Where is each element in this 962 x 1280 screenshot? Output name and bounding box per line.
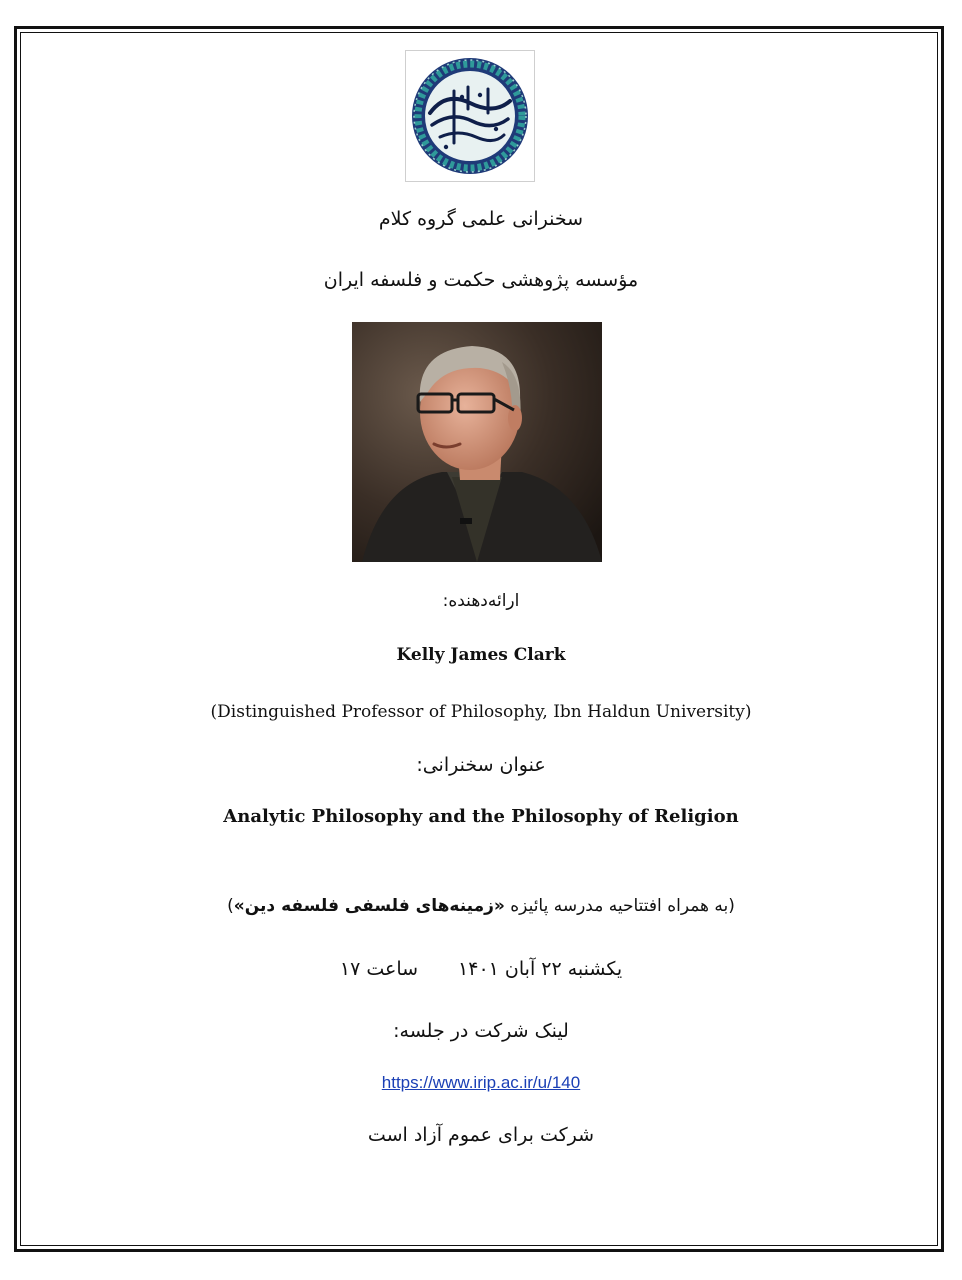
speaker-photo: [352, 322, 602, 562]
autumn-school-title: «زمینه‌های فلسفی فلسفه دین»: [233, 896, 505, 916]
join-link[interactable]: https://www.irip.ac.ir/u/140: [381, 1073, 581, 1092]
join-link-label: لینک شرکت در جلسه:: [393, 1020, 569, 1042]
autumn-school-note-suffix: ): [227, 896, 234, 916]
autumn-school-note-prefix: (به همراه افتتاحیه مدرسه پائیزه: [504, 896, 735, 916]
lecture-title: Analytic Philosophy and the Philosophy of Religion: [223, 806, 739, 827]
institute-seal-logo: [406, 51, 534, 181]
public-access-note: شرکت برای عموم آزاد است: [367, 1124, 595, 1146]
join-link-row: [0, 1073, 962, 1093]
speaker-name: Kelly James Clark: [396, 645, 566, 665]
lecture-title-label: عنوان سخنرانی:: [416, 754, 546, 776]
presenter-label: ارائه‌دهنده:: [442, 591, 520, 611]
institute-name: مؤسسه پژوهشی حکمت و فلسفه ایران: [323, 269, 639, 291]
speaker-affiliation: (Distinguished Professor of Philosophy, Ibn Haldun University): [210, 702, 752, 722]
autumn-school-note: [0, 896, 962, 916]
institute-logo: [405, 50, 535, 182]
event-time: ساعت ۱۷: [339, 958, 419, 980]
event-datetime: [0, 958, 962, 980]
lecture-group-title: سخنرانی علمی گروه کلام: [378, 208, 584, 230]
event-date: یکشنبه ۲۲ آبان ۱۴۰۱: [458, 958, 623, 980]
